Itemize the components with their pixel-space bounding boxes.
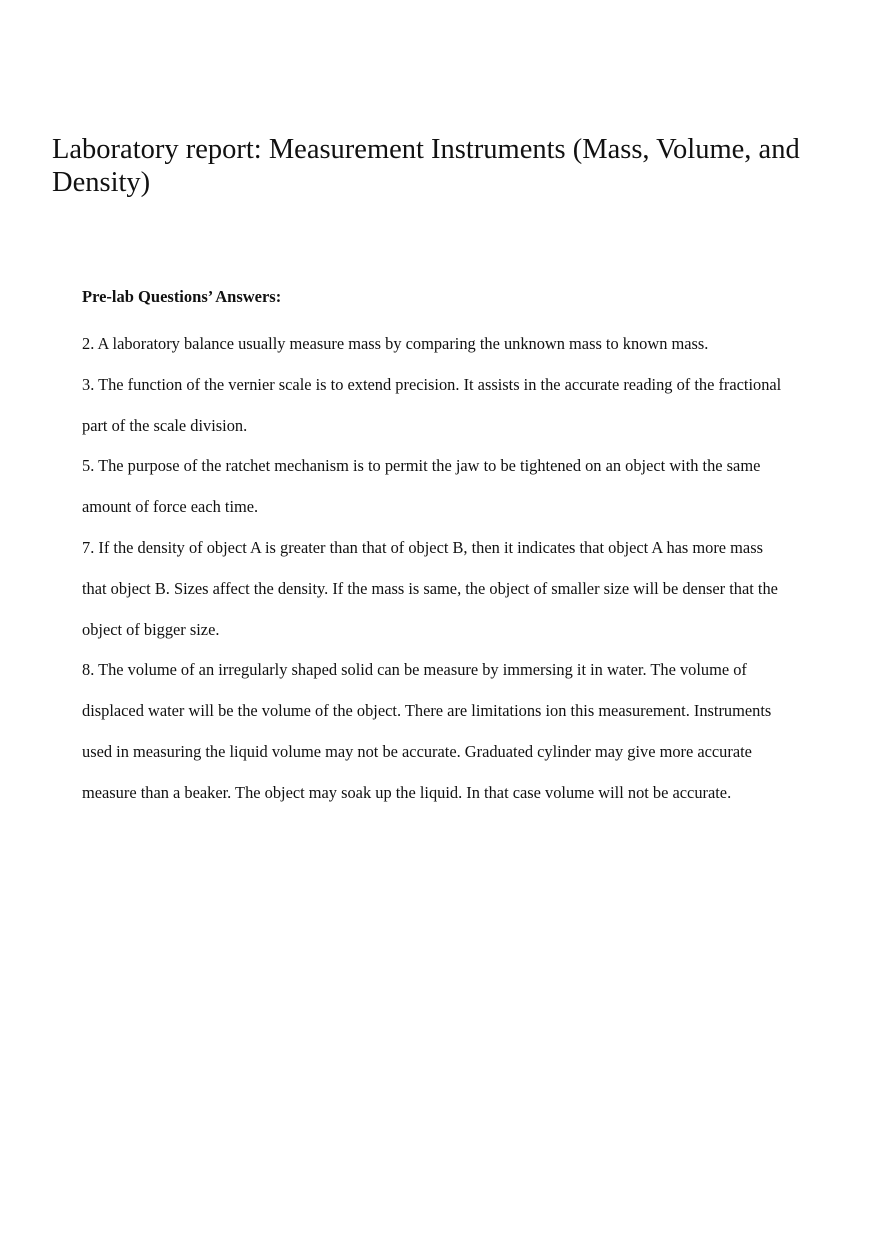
answer-8: 8. The volume of an irregularly shaped solid can be measure by immersing it in water. The volume of displaced water will be the volume of the object. There are limitations ion this measurement. Instruments used in measuring the liquid volume may not be accurate. Graduated cylinder may give more accurate measure than a beaker. The object may soak up the liquid. In that case volume will not be accurate. [82,660,772,802]
answer-5: 5. The purpose of the ratchet mechanism is to permit the jaw to be tightened on an object with the same amount of force each time. [82,456,761,517]
section-heading: Pre-lab Questions’ Answers: [82,287,282,306]
document-title: Laboratory report: Measurement Instruments (Mass, Volume, and Density) [52,134,800,198]
prelab-answers-section [82,283,782,814]
answer-3: 3. The function of the vernier scale is to extend precision. It assists in the accurate reading of the fractional part of the scale division. [82,374,782,435]
answers-list [82,324,782,814]
answer-7: 7. If the density of object A is greater than that of object B, then it indicates that object A has more mass that object B. Sizes affect the density. If the mass is same, the object of smaller size will be denser that the object of bigger size. [82,537,778,639]
answer-2: 2. A laboratory balance usually measure mass by comparing the unknown mass to known mass. [82,334,709,353]
